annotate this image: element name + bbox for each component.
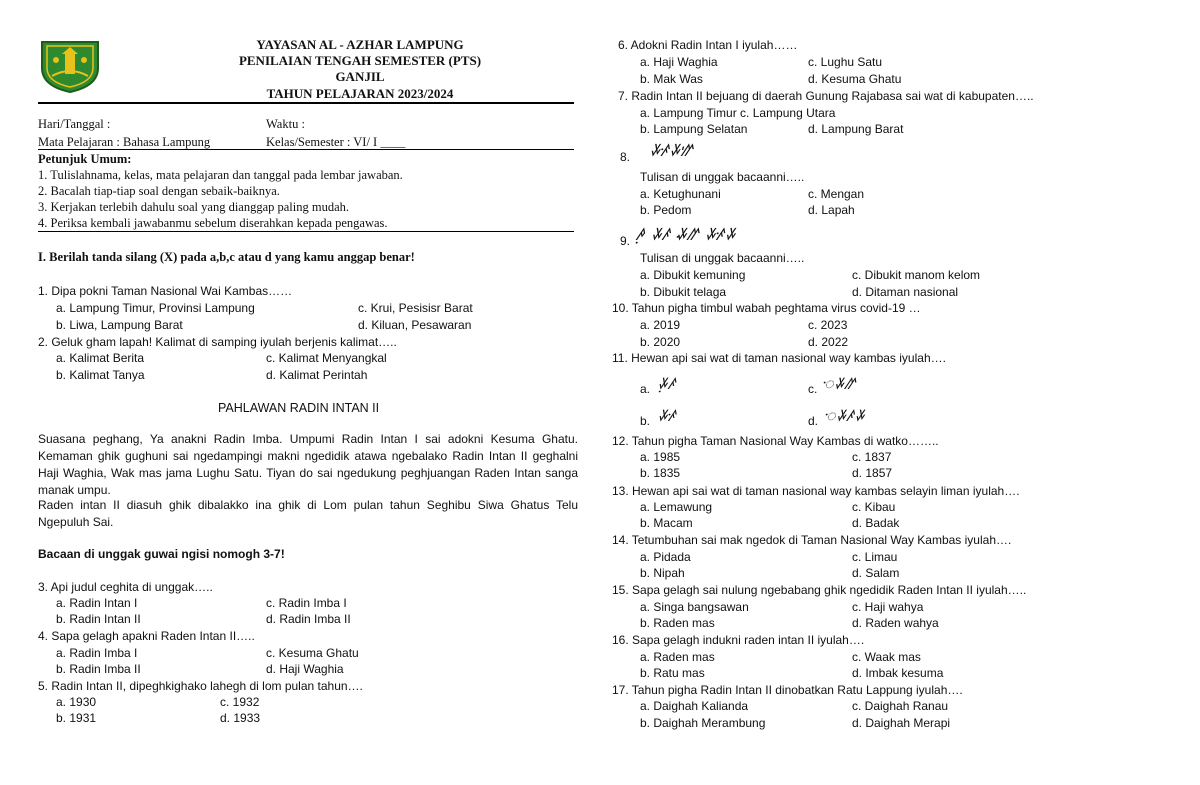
option-b[interactable]: b. Radin Imba II bbox=[56, 662, 141, 676]
instruction-item: 4. Periksa kembali jawabanmu sebelum diserahkan kepada pengawas. bbox=[38, 216, 388, 230]
option-a[interactable]: a. Lemawung bbox=[640, 500, 713, 514]
question-text: 5. Radin Intan II, dipeghkighako lahegh di lom pulan tahun…. bbox=[38, 679, 363, 693]
header-divider bbox=[38, 102, 574, 104]
story-paragraph-1: Suasana peghang, Ya anakni Radin Imba. Umpumi Radin Intan I sai adokni Kesuma Ghatu. Kemaman ghik gughuni sai ngedampingi makni ngedidik atawa ngebalako Radin Intan II geghalni Haji Waghia, Wak mas jama Lughu Satu. Tiyan do sai ngedukung peghjuangan Raden Intan sanga manak umpu. bbox=[38, 432, 578, 497]
option-a[interactable]: a. Ketughunani bbox=[640, 187, 721, 201]
story-title: PAHLAWAN RADIN INTAN II bbox=[218, 401, 380, 415]
option-a[interactable]: a. Dibukit kemuning bbox=[640, 268, 746, 282]
option-c[interactable]: c. Dibukit manom kelom bbox=[852, 268, 981, 282]
option-a[interactable]: a. Singa bangsawan bbox=[640, 600, 749, 614]
option-d[interactable]: d. Lampung Barat bbox=[808, 122, 904, 136]
option-d[interactable]: d. Ditaman nasional bbox=[852, 285, 959, 299]
option-b[interactable]: b. 1931 bbox=[56, 711, 97, 725]
instructions-title: Petunjuk Umum: bbox=[38, 152, 132, 166]
option-b[interactable]: b. Pedom bbox=[640, 203, 692, 217]
option-d[interactable]: d. Radin Imba II bbox=[266, 612, 351, 626]
option-d[interactable]: d. Raden wahya bbox=[852, 616, 939, 630]
option-a[interactable]: a. 1985 bbox=[640, 450, 681, 464]
option-b[interactable]: b. Daighah Merambung bbox=[640, 716, 766, 730]
question-text: 11. Hewan api sai wat di taman nasional way kambas iyulah…. bbox=[612, 351, 946, 365]
option-c[interactable]: c. Haji wahya bbox=[852, 600, 924, 614]
option-a[interactable]: a. Lampung Timur, Provinsi Lampung bbox=[56, 301, 255, 315]
story-paragraph-2: Raden intan II diasuh ghik dibalakko ina ghik di Lom pulan tahun Seghibu Siwa Ghatus Telu Ngepuluh Sai. bbox=[38, 498, 578, 529]
option-a[interactable]: a. Radin Imba I bbox=[56, 646, 138, 660]
option-d[interactable]: d. bbox=[808, 414, 819, 428]
option-d[interactable]: d. Lapah bbox=[808, 203, 855, 217]
time-label: Waktu : bbox=[266, 117, 305, 131]
option-b[interactable]: b. Lampung Selatan bbox=[640, 122, 748, 136]
option-d[interactable]: d. 1857 bbox=[852, 466, 893, 480]
section-title: I. Berilah tanda silang (X) pada a,b,c atau d yang kamu anggap benar! bbox=[38, 250, 415, 264]
option-b[interactable]: b. Liwa, Lampung Barat bbox=[56, 318, 183, 332]
story-instruction: Bacaan di unggak guwai ngisi nomogh 3-7! bbox=[38, 547, 285, 561]
option-c[interactable]: c. Kesuma Ghatu bbox=[266, 646, 359, 660]
instruction-item: 1. Tulislahnama, kelas, mata pelajaran dan tanggal pada lembar jawaban. bbox=[38, 168, 403, 182]
day-label: Hari/Tanggal : bbox=[38, 117, 111, 131]
option-a[interactable]: a. bbox=[640, 382, 651, 396]
lampung-script: ꤳꥈ ꤸꤰ ꥇꤸꤼ ꤸꤰꥇꤸ bbox=[636, 225, 736, 245]
option-c[interactable]: c. 2023 bbox=[808, 318, 848, 332]
header-line-4: TAHUN PELAJARAN 2023/2024 bbox=[266, 86, 454, 101]
option-b[interactable]: b. Ratu mas bbox=[640, 666, 705, 680]
option-c[interactable]: c. Kibau bbox=[852, 500, 896, 514]
option-d[interactable]: d. Kesuma Ghatu bbox=[808, 72, 902, 86]
option-c[interactable]: c. bbox=[808, 382, 818, 396]
subject-label: Mata Pelajaran : Bahasa Lampung bbox=[38, 135, 211, 149]
option-b-script: ꤸꤰꥇ bbox=[658, 406, 677, 425]
question-number: 8. bbox=[620, 150, 631, 164]
option-d[interactable]: d. Kalimat Perintah bbox=[266, 368, 368, 382]
header-line-3: GANJIL bbox=[335, 69, 385, 84]
question-subtext: Tulisan di unggak bacaanni….. bbox=[640, 170, 805, 184]
option-c[interactable]: c. Limau bbox=[852, 550, 898, 564]
question-text: 10. Tahun pigha timbul wabah peghtama virus covid-19 … bbox=[612, 301, 921, 315]
option-d-script: ꥇꤸꤰꤸ bbox=[826, 406, 865, 425]
option-a[interactable]: a. Lampung Timur c. Lampung Utara bbox=[640, 106, 836, 120]
question-text: 16. Sapa gelagh indukni raden intan II iyulah…. bbox=[612, 633, 865, 647]
option-c[interactable]: c. Radin Imba I bbox=[266, 596, 347, 610]
header-line-1: YAYASAN AL - AZHAR LAMPUNG bbox=[256, 37, 464, 52]
question-text: 15. Sapa gelagh sai nulung ngebabang ghik ngedidik Raden Intan II iyulah….. bbox=[612, 583, 1027, 597]
option-c[interactable]: c. 1837 bbox=[852, 450, 892, 464]
instruction-item: 2. Bacalah tiap-tiap soal dengan sebaik-baiknya. bbox=[38, 184, 280, 198]
option-d[interactable]: d. 2022 bbox=[808, 335, 849, 349]
option-d[interactable]: d. Imbak kesuma bbox=[852, 666, 944, 680]
question-text: 13. Hewan api sai wat di taman nasional way kambas selayin liman iyulah…. bbox=[612, 484, 1020, 498]
instructions-divider bbox=[38, 231, 574, 232]
question-text: 12. Tahun pigha Taman Nasional Way Kambas di watko…….. bbox=[612, 434, 939, 448]
option-b[interactable]: b. Macam bbox=[640, 516, 693, 530]
option-a[interactable]: a. Daighah Kalianda bbox=[640, 699, 749, 713]
option-b[interactable]: b. Raden mas bbox=[640, 616, 715, 630]
option-b[interactable]: b. Dibukit telaga bbox=[640, 285, 727, 299]
question-subtext: Tulisan di unggak bacaanni….. bbox=[640, 251, 805, 265]
instruction-item: 3. Kerjakan terlebih dahulu soal yang dianggap paling mudah. bbox=[38, 200, 350, 214]
question-text: 4. Sapa gelagh apakni Raden Intan II….. bbox=[38, 629, 255, 643]
option-c-script: ꥇꤸꤼ bbox=[824, 374, 856, 393]
question-text: 3. Api judul ceghita di unggak….. bbox=[38, 580, 213, 594]
option-c[interactable]: c. Krui, Pesisisr Barat bbox=[358, 301, 473, 315]
question-text: 7. Radin Intan II bejuang di daerah Gunung Rajabasa sai wat di kabupaten….. bbox=[618, 89, 1034, 103]
option-d[interactable]: d. Kiluan, Pesawaran bbox=[358, 318, 472, 332]
option-d[interactable]: d. 1933 bbox=[220, 711, 261, 725]
option-c[interactable]: c. Waak mas bbox=[852, 650, 921, 664]
option-a[interactable]: a. 1930 bbox=[56, 695, 97, 709]
option-b[interactable]: b. Mak Was bbox=[640, 72, 703, 86]
option-b[interactable]: b. Nipah bbox=[640, 566, 685, 580]
question-text: 14. Tetumbuhan sai mak ngedok di Taman Nasional Way Kambas iyulah…. bbox=[612, 533, 1012, 547]
option-d[interactable]: d. Salam bbox=[852, 566, 900, 580]
option-c[interactable]: c. Mengan bbox=[808, 187, 865, 201]
class-label: Kelas/Semester : VI/ I ____ bbox=[266, 135, 406, 149]
header-line-2: PENILAIAN TENGAH SEMESTER (PTS) bbox=[238, 53, 482, 68]
question-text: 1. Dipa pokni Taman Nasional Wai Kambas…… bbox=[38, 284, 293, 298]
option-d[interactable]: d. Daighah Merapi bbox=[852, 716, 951, 730]
option-a[interactable]: a. Haji Waghia bbox=[640, 55, 718, 69]
option-a[interactable]: a. Kalimat Berita bbox=[56, 351, 145, 365]
option-a-script: ꤸꥈꤰ bbox=[658, 374, 677, 393]
question-text: 2. Geluk gham lapah! Kalimat di samping iyulah berjenis kalimat….. bbox=[38, 335, 397, 349]
option-c[interactable]: c. Daighah Ranau bbox=[852, 699, 949, 713]
option-d[interactable]: d. Haji Waghia bbox=[266, 662, 344, 676]
question-text: 17. Tahun pigha Radin Intan II dinobatkan Ratu Lappung iyulah…. bbox=[612, 683, 963, 697]
option-a[interactable]: a. Pidada bbox=[640, 550, 691, 564]
option-b[interactable]: b. 1835 bbox=[640, 466, 681, 480]
school-logo bbox=[38, 36, 102, 94]
lampung-script: ꤸꤰꥇꤸꤼꥉ bbox=[650, 141, 694, 161]
option-a[interactable]: a. Raden mas bbox=[640, 650, 715, 664]
option-c[interactable]: c. Kalimat Menyangkal bbox=[266, 351, 387, 365]
option-a[interactable]: a. Radin Intan I bbox=[56, 596, 138, 610]
question-text: 6. Adokni Radin Intan I iyulah…… bbox=[618, 38, 798, 52]
option-d[interactable]: d. Badak bbox=[852, 516, 900, 530]
question-number: 9. bbox=[620, 234, 631, 248]
option-c[interactable]: c. Lughu Satu bbox=[808, 55, 883, 69]
identity-divider bbox=[38, 149, 574, 150]
option-a[interactable]: a. 2019 bbox=[640, 318, 681, 332]
option-b[interactable]: b. bbox=[640, 414, 651, 428]
option-b[interactable]: b. Radin Intan II bbox=[56, 612, 141, 626]
option-b[interactable]: b. Kalimat Tanya bbox=[56, 368, 145, 382]
option-b[interactable]: b. 2020 bbox=[640, 335, 681, 349]
option-c[interactable]: c. 1932 bbox=[220, 695, 260, 709]
